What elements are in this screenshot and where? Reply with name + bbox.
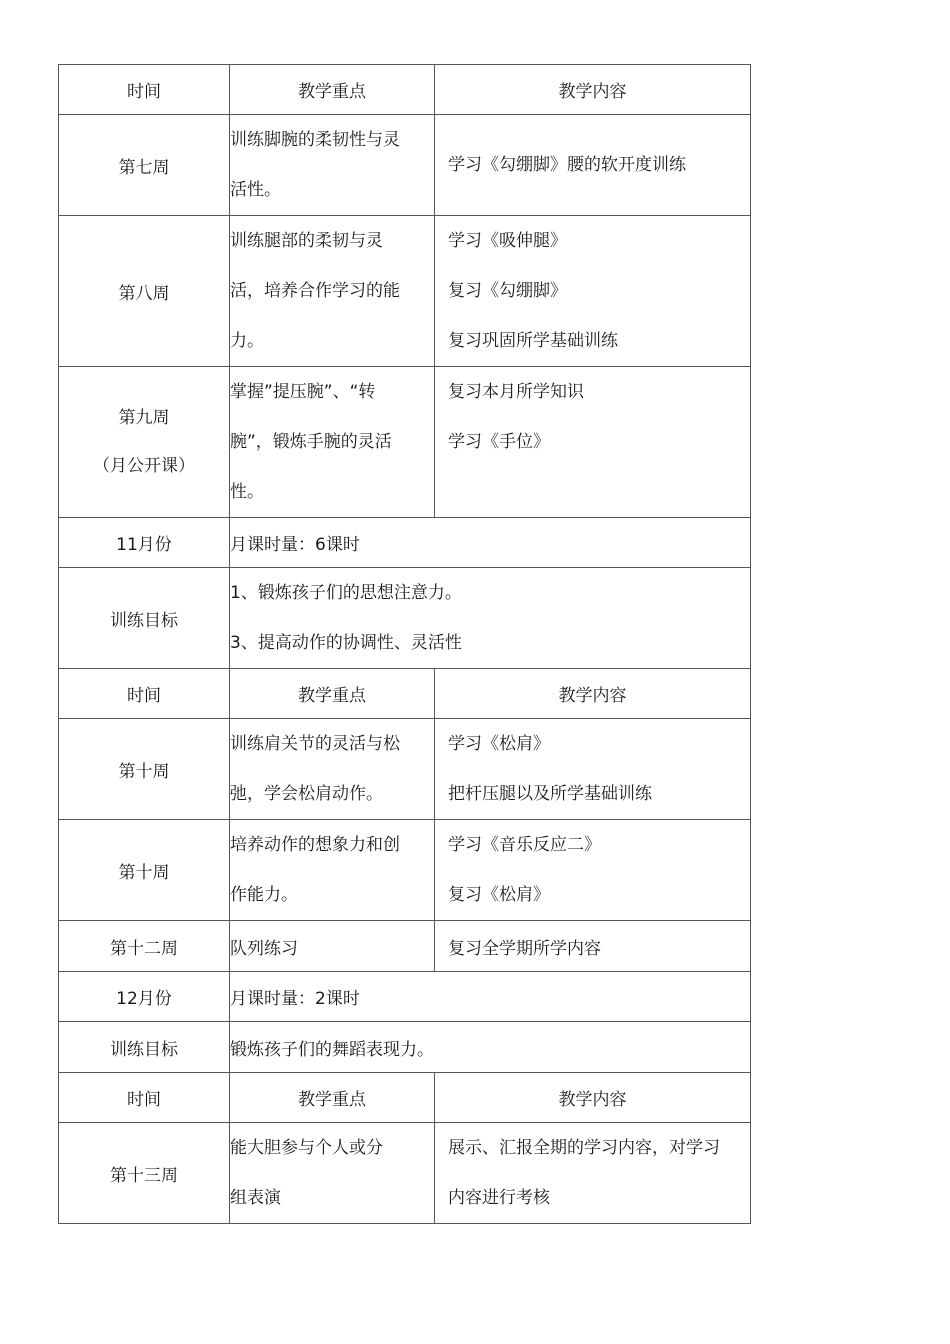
header-focus: 教学重点 [230, 65, 435, 115]
content-line: 复习巩固所学基础训练 [448, 331, 618, 351]
content-line: 学习《手位》 [448, 432, 550, 452]
month-hours: 月课时量：6课时 [230, 518, 751, 568]
focus-cell [230, 367, 435, 518]
content-line: 学习《音乐反应二》 [448, 835, 601, 855]
content-cell [435, 115, 751, 216]
focus-line: 能大胆参与个人或分 [230, 1138, 383, 1158]
content-cell [435, 719, 751, 820]
focus-line: 力。 [230, 331, 264, 351]
focus-cell: 队列练习 [230, 921, 435, 972]
focus-line: 活，培养合作学习的能 [230, 281, 400, 301]
content-cell [435, 216, 751, 367]
week-name: 第十周 [59, 820, 230, 921]
month-label: 12月份 [59, 972, 230, 1022]
goal-cell [230, 568, 751, 669]
goal-line: 1、锻炼孩子们的思想注意力。 [230, 583, 462, 603]
header-time: 时间 [59, 669, 230, 719]
content-line: 复习本月所学知识 [448, 382, 584, 402]
content-line: 复习《松肩》 [448, 885, 550, 905]
focus-line: 训练腿部的柔韧与灵 [230, 231, 383, 251]
week-name [59, 367, 230, 518]
content-line: 内容进行考核 [448, 1188, 550, 1208]
week-name-line: 第九周 [118, 408, 170, 428]
content-cell [435, 367, 751, 518]
focus-cell [230, 216, 435, 367]
focus-line: 训练肩关节的灵活与松 [230, 734, 400, 754]
table-row [59, 719, 751, 820]
teaching-plan-table [58, 64, 751, 1224]
focus-line: 组表演 [230, 1188, 281, 1208]
content-line: 把杆压腿以及所学基础训练 [448, 784, 652, 804]
content-cell [435, 1123, 751, 1224]
focus-line: 性。 [230, 482, 264, 502]
table-header-row [59, 669, 751, 719]
header-time: 时间 [59, 1073, 230, 1123]
focus-line: 作能力。 [230, 885, 298, 905]
week-name: 第十周 [59, 719, 230, 820]
focus-line: 腕”，锻炼手腕的灵活 [230, 432, 392, 452]
focus-cell [230, 1123, 435, 1224]
week-name: 第七周 [59, 115, 230, 216]
content-cell [435, 820, 751, 921]
week-name: 第十三周 [59, 1123, 230, 1224]
month-hours: 月课时量：2课时 [230, 972, 751, 1022]
header-focus: 教学重点 [230, 669, 435, 719]
header-focus: 教学重点 [230, 1073, 435, 1123]
week-name: 第八周 [59, 216, 230, 367]
goal-line: 3、提高动作的协调性、灵活性 [230, 633, 462, 653]
goal-row [59, 568, 751, 669]
table-header-row [59, 65, 751, 115]
table-row [59, 367, 751, 518]
table-row [59, 216, 751, 367]
month-row [59, 518, 751, 568]
focus-cell [230, 719, 435, 820]
focus-line: 活性。 [230, 180, 281, 200]
goal-label: 训练目标 [59, 568, 230, 669]
focus-line: 培养动作的想象力和创 [230, 835, 400, 855]
focus-line: 掌握”提压腕”、“转 [230, 382, 376, 402]
content-line: 展示、汇报全期的学习内容，对学习 [448, 1138, 720, 1158]
goal-row [59, 1022, 751, 1073]
focus-cell [230, 820, 435, 921]
header-content: 教学内容 [435, 669, 751, 719]
table-row [59, 115, 751, 216]
month-row [59, 972, 751, 1022]
header-content: 教学内容 [435, 1073, 751, 1123]
table-row [59, 820, 751, 921]
focus-cell [230, 115, 435, 216]
goal-label: 训练目标 [59, 1022, 230, 1073]
content-line: 学习《吸伸腿》 [448, 231, 567, 251]
content-line: 复习《勾绷脚》 [448, 281, 567, 301]
content-line: 学习《松肩》 [448, 734, 550, 754]
week-name: 第十二周 [59, 921, 230, 972]
content-cell: 复习全学期所学内容 [435, 921, 751, 972]
month-label: 11月份 [59, 518, 230, 568]
header-content: 教学内容 [435, 65, 751, 115]
goal-cell: 锻炼孩子们的舞蹈表现力。 [230, 1022, 751, 1073]
table-header-row [59, 1073, 751, 1123]
table-row [59, 1123, 751, 1224]
focus-line: 训练脚腕的柔韧性与灵 [230, 130, 400, 150]
table-row [59, 921, 751, 972]
week-name-note: （月公开课） [93, 456, 195, 476]
content-line: 学习《勾绷脚》腰的软开度训练 [448, 155, 686, 175]
focus-line: 弛，学会松肩动作。 [230, 784, 383, 804]
header-time: 时间 [59, 65, 230, 115]
